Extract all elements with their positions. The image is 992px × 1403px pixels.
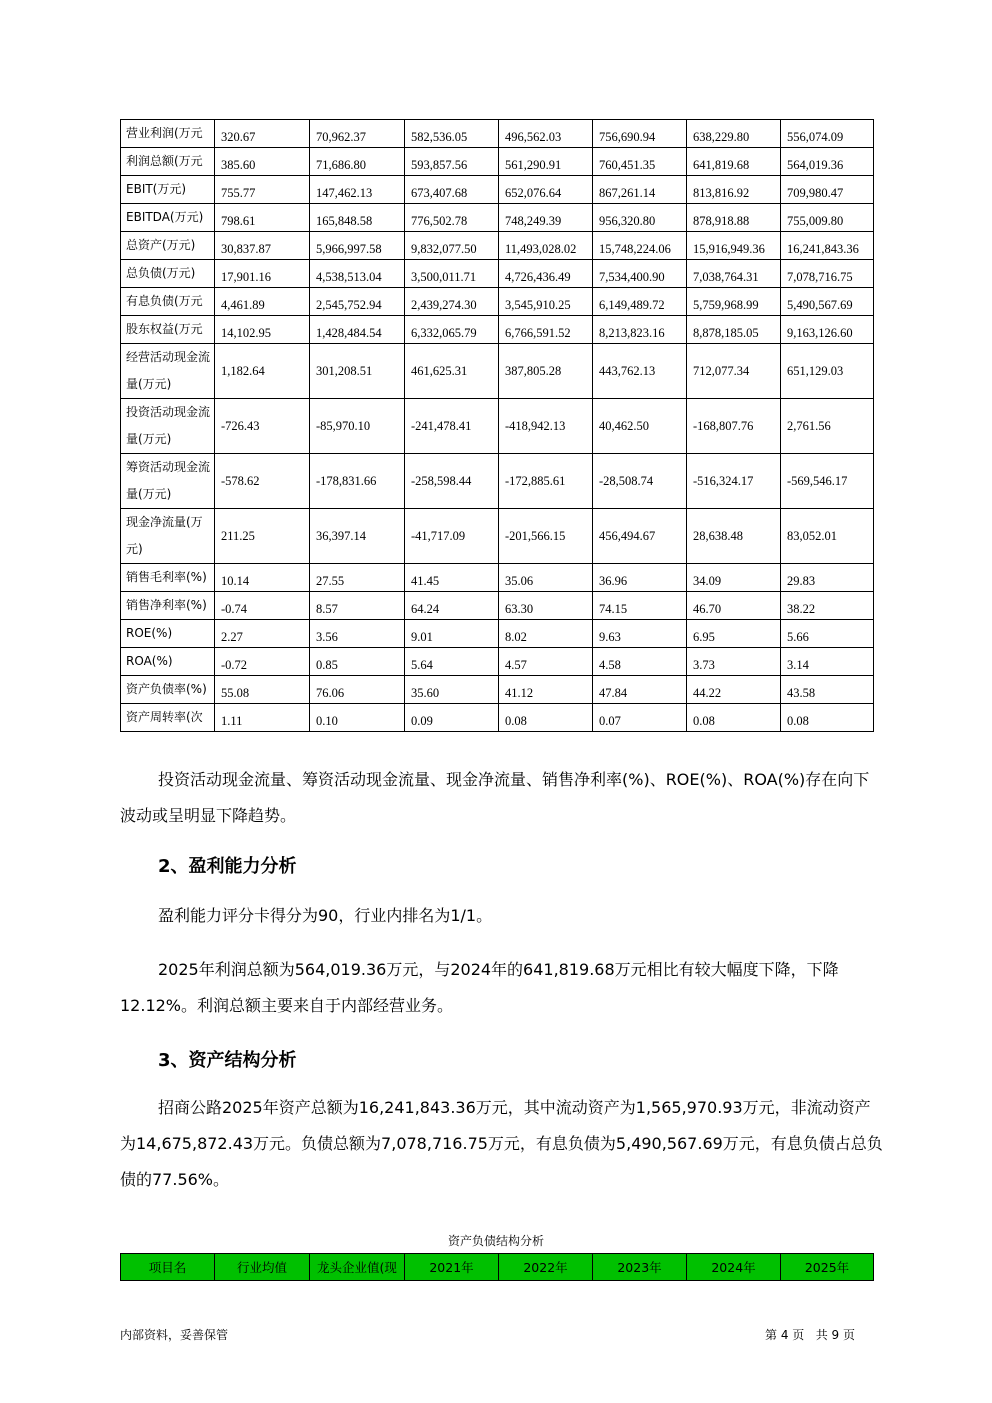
table-cell: 76.06 [310, 676, 405, 704]
table-cell: 63.30 [499, 592, 593, 620]
table-cell: -168,807.76 [687, 399, 781, 454]
table-cell: 385.60 [215, 148, 310, 176]
table-row [121, 509, 874, 564]
table-cell: -578.62 [215, 454, 310, 509]
table-cell: 798.61 [215, 204, 310, 232]
table-cell: 1,428,484.54 [310, 316, 405, 344]
footer-confidential: 内部资料，妥善保管 [120, 1328, 229, 1342]
table-cell: 83,052.01 [781, 509, 874, 564]
row-label: 营业利润(万元 [121, 120, 215, 148]
table-cell: 30,837.87 [215, 232, 310, 260]
sec2-profit-paragraph: 2025年利润总额为564,019.36万元，与2024年的641,819.68万元相比有较大幅度下降，下降12.12%。利润总额主要来自于内部经营业务。 [120, 960, 839, 1015]
table-cell: -569,546.17 [781, 454, 874, 509]
row-label: 经营活动现金流量(万元) [121, 344, 215, 399]
table-cell: 456,494.67 [593, 509, 687, 564]
table-cell: 3.14 [781, 648, 874, 676]
table-cell: 652,076.64 [499, 176, 593, 204]
table-cell: 34.09 [687, 564, 781, 592]
row-label: 总负债(万元) [121, 260, 215, 288]
table-cell: 17,901.16 [215, 260, 310, 288]
table-row [121, 204, 874, 232]
table-cell: 8,213,823.16 [593, 316, 687, 344]
table-cell: 776,502.78 [405, 204, 499, 232]
table-cell: 8.57 [310, 592, 405, 620]
table-cell: 320.67 [215, 120, 310, 148]
table-cell: 64.24 [405, 592, 499, 620]
table-cell: -0.74 [215, 592, 310, 620]
row-label: 现金净流量(万元) [121, 509, 215, 564]
table-cell: 2,761.56 [781, 399, 874, 454]
table-cell: 7,534,400.90 [593, 260, 687, 288]
table-cell: 561,290.91 [499, 148, 593, 176]
table-cell: 35.06 [499, 564, 593, 592]
table-row [121, 316, 874, 344]
table-cell: 3.56 [310, 620, 405, 648]
table-cell: 0.10 [310, 704, 405, 732]
table-cell: 2,545,752.94 [310, 288, 405, 316]
table-cell: 46.70 [687, 592, 781, 620]
table-cell: 9,832,077.50 [405, 232, 499, 260]
table-row [121, 232, 874, 260]
table-cell: -726.43 [215, 399, 310, 454]
table-cell: 3,545,910.25 [499, 288, 593, 316]
table-cell: 2,439,274.30 [405, 288, 499, 316]
table-cell: 0.08 [499, 704, 593, 732]
table-cell: 0.07 [593, 704, 687, 732]
table-cell: 71,686.80 [310, 148, 405, 176]
balance-structure-table [120, 1253, 874, 1281]
table-cell: 5,490,567.69 [781, 288, 874, 316]
table-row [121, 592, 874, 620]
table-row [121, 288, 874, 316]
table-cell: 461,625.31 [405, 344, 499, 399]
table-cell: 6,149,489.72 [593, 288, 687, 316]
sec3-structure-paragraph: 招商公路2025年资产总额为16,241,843.36万元，其中流动资产为1,565,970.93万元，非流动资产为14,675,872.43万元。负债总额为7,078,716.75万元，有息负债为5,490,567.69万元，有息负债占总负债的77.56%。 [120, 1098, 883, 1189]
table-cell: 756,690.94 [593, 120, 687, 148]
header-cell: 行业均值 [215, 1254, 310, 1281]
table-cell: 15,916,949.36 [687, 232, 781, 260]
table-cell: 4,461.89 [215, 288, 310, 316]
table-cell: 211.25 [215, 509, 310, 564]
row-label: 有息负债(万元 [121, 288, 215, 316]
table-cell: 867,261.14 [593, 176, 687, 204]
table-cell: 638,229.80 [687, 120, 781, 148]
table-cell: 40,462.50 [593, 399, 687, 454]
table-cell: -516,324.17 [687, 454, 781, 509]
table-cell: 956,320.80 [593, 204, 687, 232]
table-cell: 44.22 [687, 676, 781, 704]
row-label: ROE(%) [121, 620, 215, 648]
table-cell: 36.96 [593, 564, 687, 592]
row-label: 投资活动现金流量(万元) [121, 399, 215, 454]
table-cell: -418,942.13 [499, 399, 593, 454]
table-cell: 74.15 [593, 592, 687, 620]
table-cell: 9.01 [405, 620, 499, 648]
table-cell: 709,980.47 [781, 176, 874, 204]
table-cell: 564,019.36 [781, 148, 874, 176]
table-cell: 878,918.88 [687, 204, 781, 232]
table-cell: 36,397.14 [310, 509, 405, 564]
table-cell: 712,077.34 [687, 344, 781, 399]
table-row [121, 564, 874, 592]
table-cell: -201,566.15 [499, 509, 593, 564]
table-cell: 6,332,065.79 [405, 316, 499, 344]
table-cell: 28,638.48 [687, 509, 781, 564]
table-cell: -258,598.44 [405, 454, 499, 509]
table-row [121, 344, 874, 399]
table-cell: 147,462.13 [310, 176, 405, 204]
table-cell: 6.95 [687, 620, 781, 648]
financial-table [120, 119, 874, 732]
table-cell: 6,766,591.52 [499, 316, 593, 344]
table-cell: 0.08 [781, 704, 874, 732]
table-cell: 1.11 [215, 704, 310, 732]
row-label: EBITDA(万元) [121, 204, 215, 232]
table-cell: 47.84 [593, 676, 687, 704]
table-cell: 15,748,224.06 [593, 232, 687, 260]
table-cell: 2.27 [215, 620, 310, 648]
table-cell: 11,493,028.02 [499, 232, 593, 260]
table-cell: 0.09 [405, 704, 499, 732]
row-label: 销售毛利率(%) [121, 564, 215, 592]
table-cell: 5.66 [781, 620, 874, 648]
table-row [121, 260, 874, 288]
table-cell: 41.12 [499, 676, 593, 704]
row-label: 资产周转率(次 [121, 704, 215, 732]
header-cell: 2023年 [593, 1254, 687, 1281]
header-cell: 2022年 [499, 1254, 593, 1281]
table-cell: 4.57 [499, 648, 593, 676]
table-cell: 10.14 [215, 564, 310, 592]
table-cell: 641,819.68 [687, 148, 781, 176]
row-label: 销售净利率(%) [121, 592, 215, 620]
header-cell: 2025年 [781, 1254, 874, 1281]
header-cell: 2021年 [405, 1254, 499, 1281]
row-label: ROA(%) [121, 648, 215, 676]
table-cell: 813,816.92 [687, 176, 781, 204]
table-cell: 387,805.28 [499, 344, 593, 399]
table-cell: 27.55 [310, 564, 405, 592]
table-cell: 755,009.80 [781, 204, 874, 232]
table-cell: 8,878,185.05 [687, 316, 781, 344]
table-row [121, 676, 874, 704]
table-cell: 38.22 [781, 592, 874, 620]
table-cell: 443,762.13 [593, 344, 687, 399]
balance-structure-header-row [121, 1254, 874, 1281]
table-row [121, 176, 874, 204]
row-label: 总资产(万元) [121, 232, 215, 260]
table-cell: 651,129.03 [781, 344, 874, 399]
table-cell: 556,074.09 [781, 120, 874, 148]
table-cell: 593,857.56 [405, 148, 499, 176]
table-cell: 43.58 [781, 676, 874, 704]
table-cell: 55.08 [215, 676, 310, 704]
table-row [121, 648, 874, 676]
table-cell: 673,407.68 [405, 176, 499, 204]
table-cell: 4.58 [593, 648, 687, 676]
table-cell: 0.85 [310, 648, 405, 676]
table-cell: 29.83 [781, 564, 874, 592]
row-label: EBIT(万元) [121, 176, 215, 204]
table-cell: -178,831.66 [310, 454, 405, 509]
table-cell: 5.64 [405, 648, 499, 676]
table-cell: -0.72 [215, 648, 310, 676]
table-cell: 70,962.37 [310, 120, 405, 148]
table-cell: 41.45 [405, 564, 499, 592]
table-cell: -28,508.74 [593, 454, 687, 509]
table-row [121, 148, 874, 176]
header-cell: 项目名 [121, 1254, 215, 1281]
trend-paragraph: 投资活动现金流量、筹资活动现金流量、现金净流量、销售净利率(%)、ROE(%)、ROA(%)存在向下波动或呈明显下降趋势。 [120, 770, 870, 825]
row-label: 资产负债率(%) [121, 676, 215, 704]
table-cell: 755.77 [215, 176, 310, 204]
table-cell: -41,717.09 [405, 509, 499, 564]
table-cell: 4,726,436.49 [499, 260, 593, 288]
table-row [121, 704, 874, 732]
table-cell: 7,038,764.31 [687, 260, 781, 288]
row-label: 股东权益(万元 [121, 316, 215, 344]
header-cell: 2024年 [687, 1254, 781, 1281]
table-cell: 0.08 [687, 704, 781, 732]
table-cell: 5,966,997.58 [310, 232, 405, 260]
table-row [121, 399, 874, 454]
header-cell: 龙头企业值(现 [310, 1254, 405, 1281]
table-cell: 5,759,968.99 [687, 288, 781, 316]
table-cell: 4,538,513.04 [310, 260, 405, 288]
table-cell: 3,500,011.71 [405, 260, 499, 288]
table-cell: 301,208.51 [310, 344, 405, 399]
table-cell: 9.63 [593, 620, 687, 648]
table-cell: 9,163,126.60 [781, 316, 874, 344]
row-label: 利润总额(万元 [121, 148, 215, 176]
bs-table-caption: 资产负债结构分析 [447, 1234, 544, 1248]
table-cell: 16,241,843.36 [781, 232, 874, 260]
table-cell: 8.02 [499, 620, 593, 648]
table-cell: 760,451.35 [593, 148, 687, 176]
table-cell: 582,536.05 [405, 120, 499, 148]
footer-page-number: 第 4 页 共 9 页 [765, 1328, 855, 1342]
table-row [121, 620, 874, 648]
table-row [121, 120, 874, 148]
table-cell: 496,562.03 [499, 120, 593, 148]
section-3-title: 3、资产结构分析 [158, 1050, 297, 1071]
table-cell: -241,478.41 [405, 399, 499, 454]
table-cell: 748,249.39 [499, 204, 593, 232]
sec2-score-paragraph: 盈利能力评分卡得分为90，行业内排名为1/1。 [158, 906, 493, 925]
table-cell: 7,078,716.75 [781, 260, 874, 288]
table-cell: 14,102.95 [215, 316, 310, 344]
row-label: 筹资活动现金流量(万元) [121, 454, 215, 509]
table-cell: 165,848.58 [310, 204, 405, 232]
table-row [121, 454, 874, 509]
table-cell: 35.60 [405, 676, 499, 704]
table-cell: -85,970.10 [310, 399, 405, 454]
table-cell: -172,885.61 [499, 454, 593, 509]
table-cell: 1,182.64 [215, 344, 310, 399]
table-cell: 3.73 [687, 648, 781, 676]
section-2-title: 2、盈利能力分析 [158, 856, 297, 877]
